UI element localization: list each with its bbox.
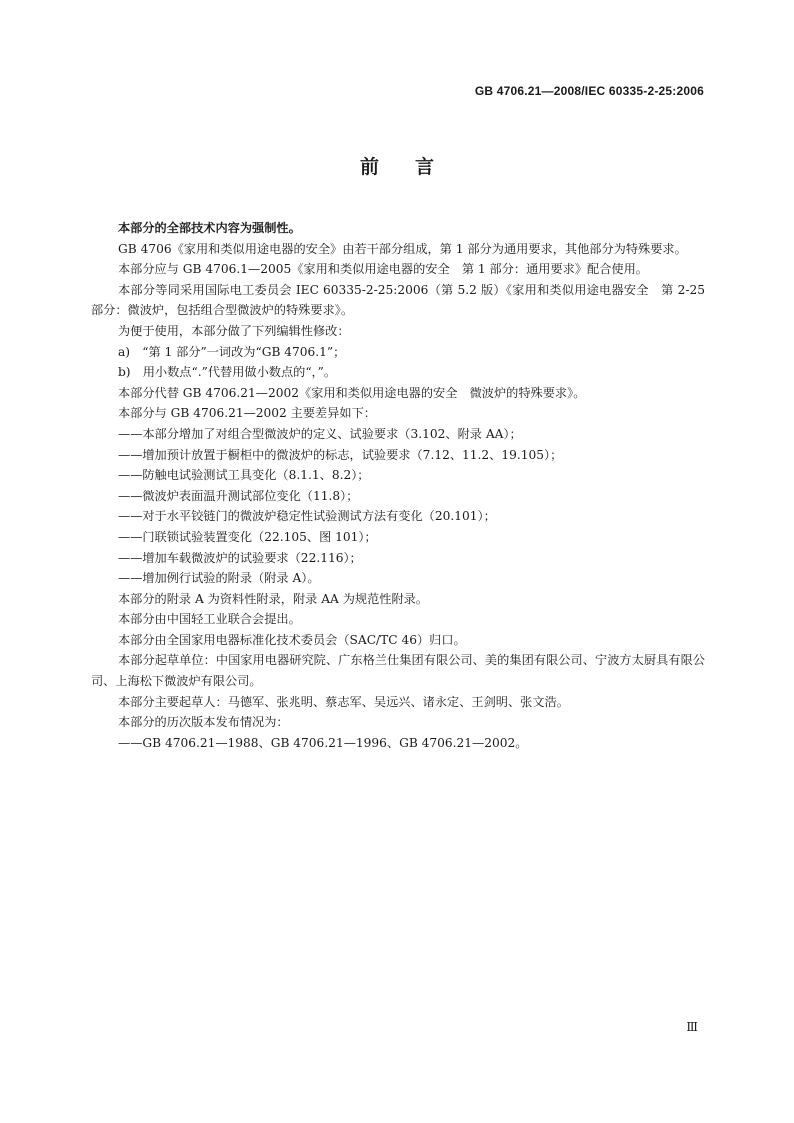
list-item-difference: ——门联锁试验装置变化（22.105、图 101）；	[118, 529, 377, 544]
list-item-difference: ——增加车载微波炉的试验要求（22.116）；	[118, 550, 362, 565]
list-item-history: ——GB 4706.21—1988、GB 4706.21—1996、GB 4706.21—2002。	[118, 735, 528, 750]
list-item-difference: ——增加预计放置于橱柜中的微波炉的标志，试验要求（7.12、11.2、19.105）；	[118, 447, 563, 462]
paragraph-series-structure: GB 4706《家用和类似用途电器的安全》由若干部分组成，第 1 部分为通用要求，其他部分为特殊要求。	[118, 241, 687, 256]
paragraph-differences-intro: 本部分与 GB 4706.21—2002 主要差异如下：	[118, 406, 376, 421]
mandatory-statement: 本部分的全部技术内容为强制性。	[118, 221, 301, 235]
paragraph-history-intro: 本部分的历次版本发布情况为：	[118, 715, 289, 730]
paragraph-administered-by: 本部分由全国家用电器标准化技术委员会（SAC/TC 46）归口。	[118, 632, 466, 647]
paragraph-annexes: 本部分的附录 A 为资料性附录，附录 AA 为规范性附录。	[118, 591, 429, 606]
list-item-difference: ——防触电试验测试工具变化（8.1.1、8.2）；	[118, 468, 370, 483]
list-item-difference: ——增加例行试验的附录（附录 A）。	[118, 571, 320, 586]
paragraph-proposed-by: 本部分由中国轻工业联合会提出。	[118, 612, 301, 627]
list-item-difference: ——对于水平铰链门的微波炉稳定性试验测试方法有变化（20.101）；	[118, 509, 496, 524]
paragraph-drafters: 本部分主要起草人：马德军、张兆明、蔡志军、吴远兴、诸永定、王剑明、张文浩。	[118, 694, 569, 709]
list-item-difference: ——本部分增加了对组合型微波炉的定义、试验要求（3.102、附录 AA）；	[118, 426, 522, 441]
list-item-difference: ——微波炉表面温升测试部位变化（11.8）；	[118, 488, 359, 503]
paragraph-replaces: 本部分代替 GB 4706.21—2002《家用和类似用途电器的安全 微波炉的特殊要求》。	[118, 385, 586, 400]
foreword-body	[91, 218, 705, 753]
page-number: Ⅲ	[686, 1020, 698, 1034]
list-item-edit-a: a) “第 1 部分”一词改为“GB 4706.1”；	[118, 344, 346, 359]
paragraph-use-with: 本部分应与 GB 4706.1—2005《家用和类似用途电器的安全 第 1 部分：通用要求》配合使用。	[118, 262, 648, 277]
paragraph-adoption: 本部分等同采用国际电工委员会 IEC 60335-2-25:2006（第 5.2 版）《家用和类似用途电器安全 第 2-25 部分：微波炉，包括组合型微波炉的特殊要求》。	[91, 282, 705, 318]
list-item-edit-b: b) 用小数点“.”代替用做小数点的“，”。	[118, 365, 337, 380]
standard-code: GB 4706.21—2008/IEC 60335-2-25:2006	[474, 84, 704, 98]
page-title: 前言	[359, 156, 470, 178]
paragraph-drafting-units: 本部分起草单位：中国家用电器研究院、广东格兰仕集团有限公司、美的集团有限公司、宁波方太厨具有限公司、上海松下微波炉有限公司。	[91, 653, 705, 689]
paragraph-edits-intro: 为便于使用，本部分做了下列编辑性修改：	[118, 323, 350, 338]
